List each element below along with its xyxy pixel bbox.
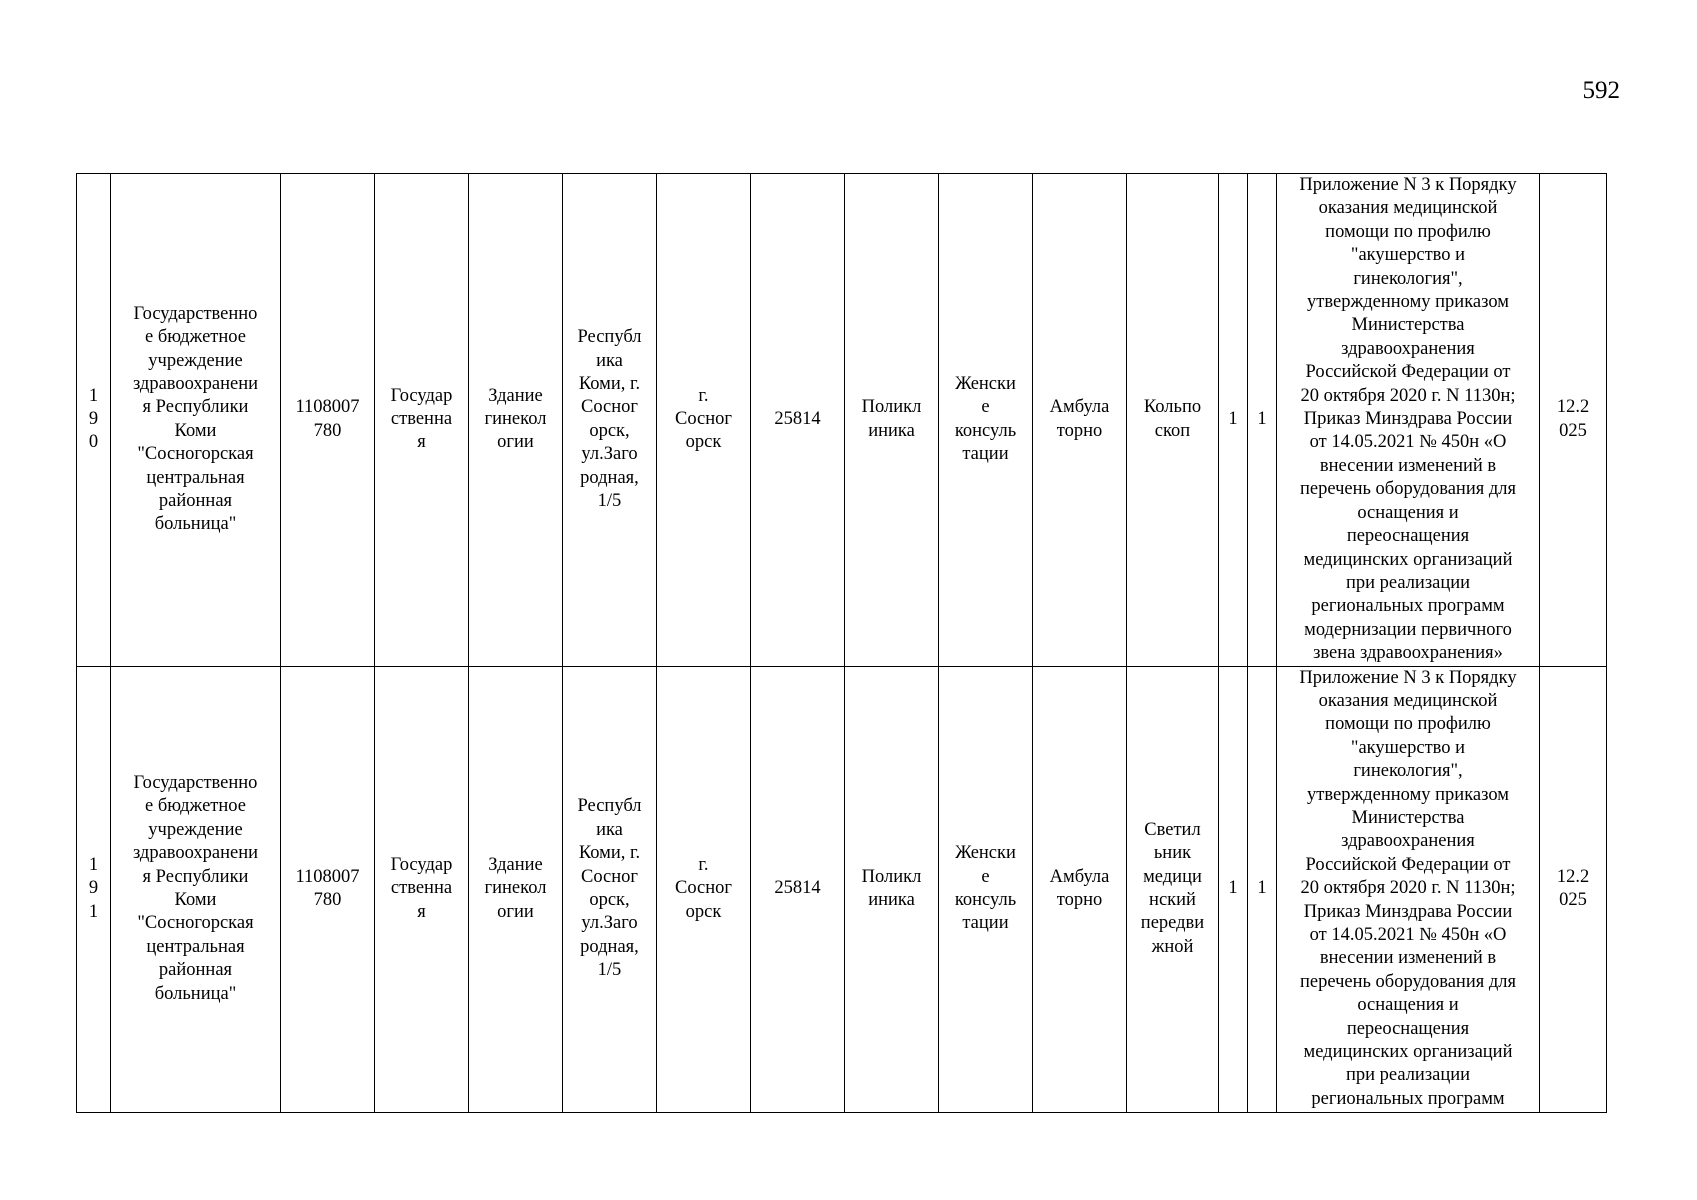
organization-cell: Государственно е бюджетное учреждение здравоохранени я Республики Коми "Сосногорская центральная районная больница"	[111, 174, 281, 667]
ownership-cell: Государ ственна я	[375, 666, 469, 1112]
code-cell: 25814	[751, 174, 845, 667]
quantity-b-cell: 1	[1248, 666, 1277, 1112]
city-cell: г. Сосног орск	[657, 666, 751, 1112]
care-form-cell: Амбула торно	[1033, 666, 1127, 1112]
address-cell: Республ ика Коми, г. Сосног орск, ул.Заго родная, 1/5	[563, 174, 657, 667]
city-cell: г. Сосног орск	[657, 174, 751, 667]
equipment-cell: Светил ьник медици нский передви жной	[1127, 666, 1219, 1112]
code-cell: 25814	[751, 666, 845, 1112]
department-cell: Женски е консуль тации	[939, 666, 1033, 1112]
building-cell: Здание гинекол огии	[469, 666, 563, 1112]
care-form-cell: Амбула торно	[1033, 174, 1127, 667]
inn-cell: 1108007 780	[281, 174, 375, 667]
basis-document-cell: Приложение N 3 к Порядку оказания медицинской помощи по профилю "акушерство и гинекология", утвержденному приказом Министерства здравоохранения Российской Федерации от 20 октября 2020 г. N 1130н; Приказ Минздрава России от 14.05.2021 № 450н «О внесении изменений в перечень оборудования для оснащения и переоснащения медицинских организаций при реализации региональных программ модернизации первичного звена здравоохранения»	[1277, 174, 1540, 667]
address-cell: Республ ика Коми, г. Сосног орск, ул.Заго родная, 1/5	[563, 666, 657, 1112]
ownership-cell: Государ ственна я	[375, 174, 469, 667]
unit-type-cell: Поликл иника	[845, 174, 939, 667]
department-cell: Женски е консуль тации	[939, 174, 1033, 667]
quantity-a-cell: 1	[1219, 174, 1248, 667]
inn-cell: 1108007 780	[281, 666, 375, 1112]
table-row	[77, 174, 1607, 667]
unit-type-cell: Поликл иника	[845, 666, 939, 1112]
row-number-cell: 1 9 0	[77, 174, 111, 667]
table-row	[77, 666, 1607, 1112]
basis-document-cell: Приложение N 3 к Порядку оказания медицинской помощи по профилю "акушерство и гинекология", утвержденному приказом Министерства здравоохранения Российской Федерации от 20 октября 2020 г. N 1130н; Приказ Минздрава России от 14.05.2021 № 450н «О внесении изменений в перечень оборудования для оснащения и переоснащения медицинских организаций при реализации региональных программ	[1277, 666, 1540, 1112]
page-number: 592	[1582, 77, 1620, 104]
quantity-b-cell: 1	[1248, 174, 1277, 667]
organization-cell: Государственно е бюджетное учреждение здравоохранени я Республики Коми "Сосногорская центральная районная больница"	[111, 666, 281, 1112]
quantity-a-cell: 1	[1219, 666, 1248, 1112]
date-cell: 12.2 025	[1540, 666, 1607, 1112]
equipment-cell: Кольпо скоп	[1127, 174, 1219, 667]
row-number-cell: 1 9 1	[77, 666, 111, 1112]
date-cell: 12.2 025	[1540, 174, 1607, 667]
equipment-register-table	[76, 173, 1607, 1113]
building-cell: Здание гинекол огии	[469, 174, 563, 667]
